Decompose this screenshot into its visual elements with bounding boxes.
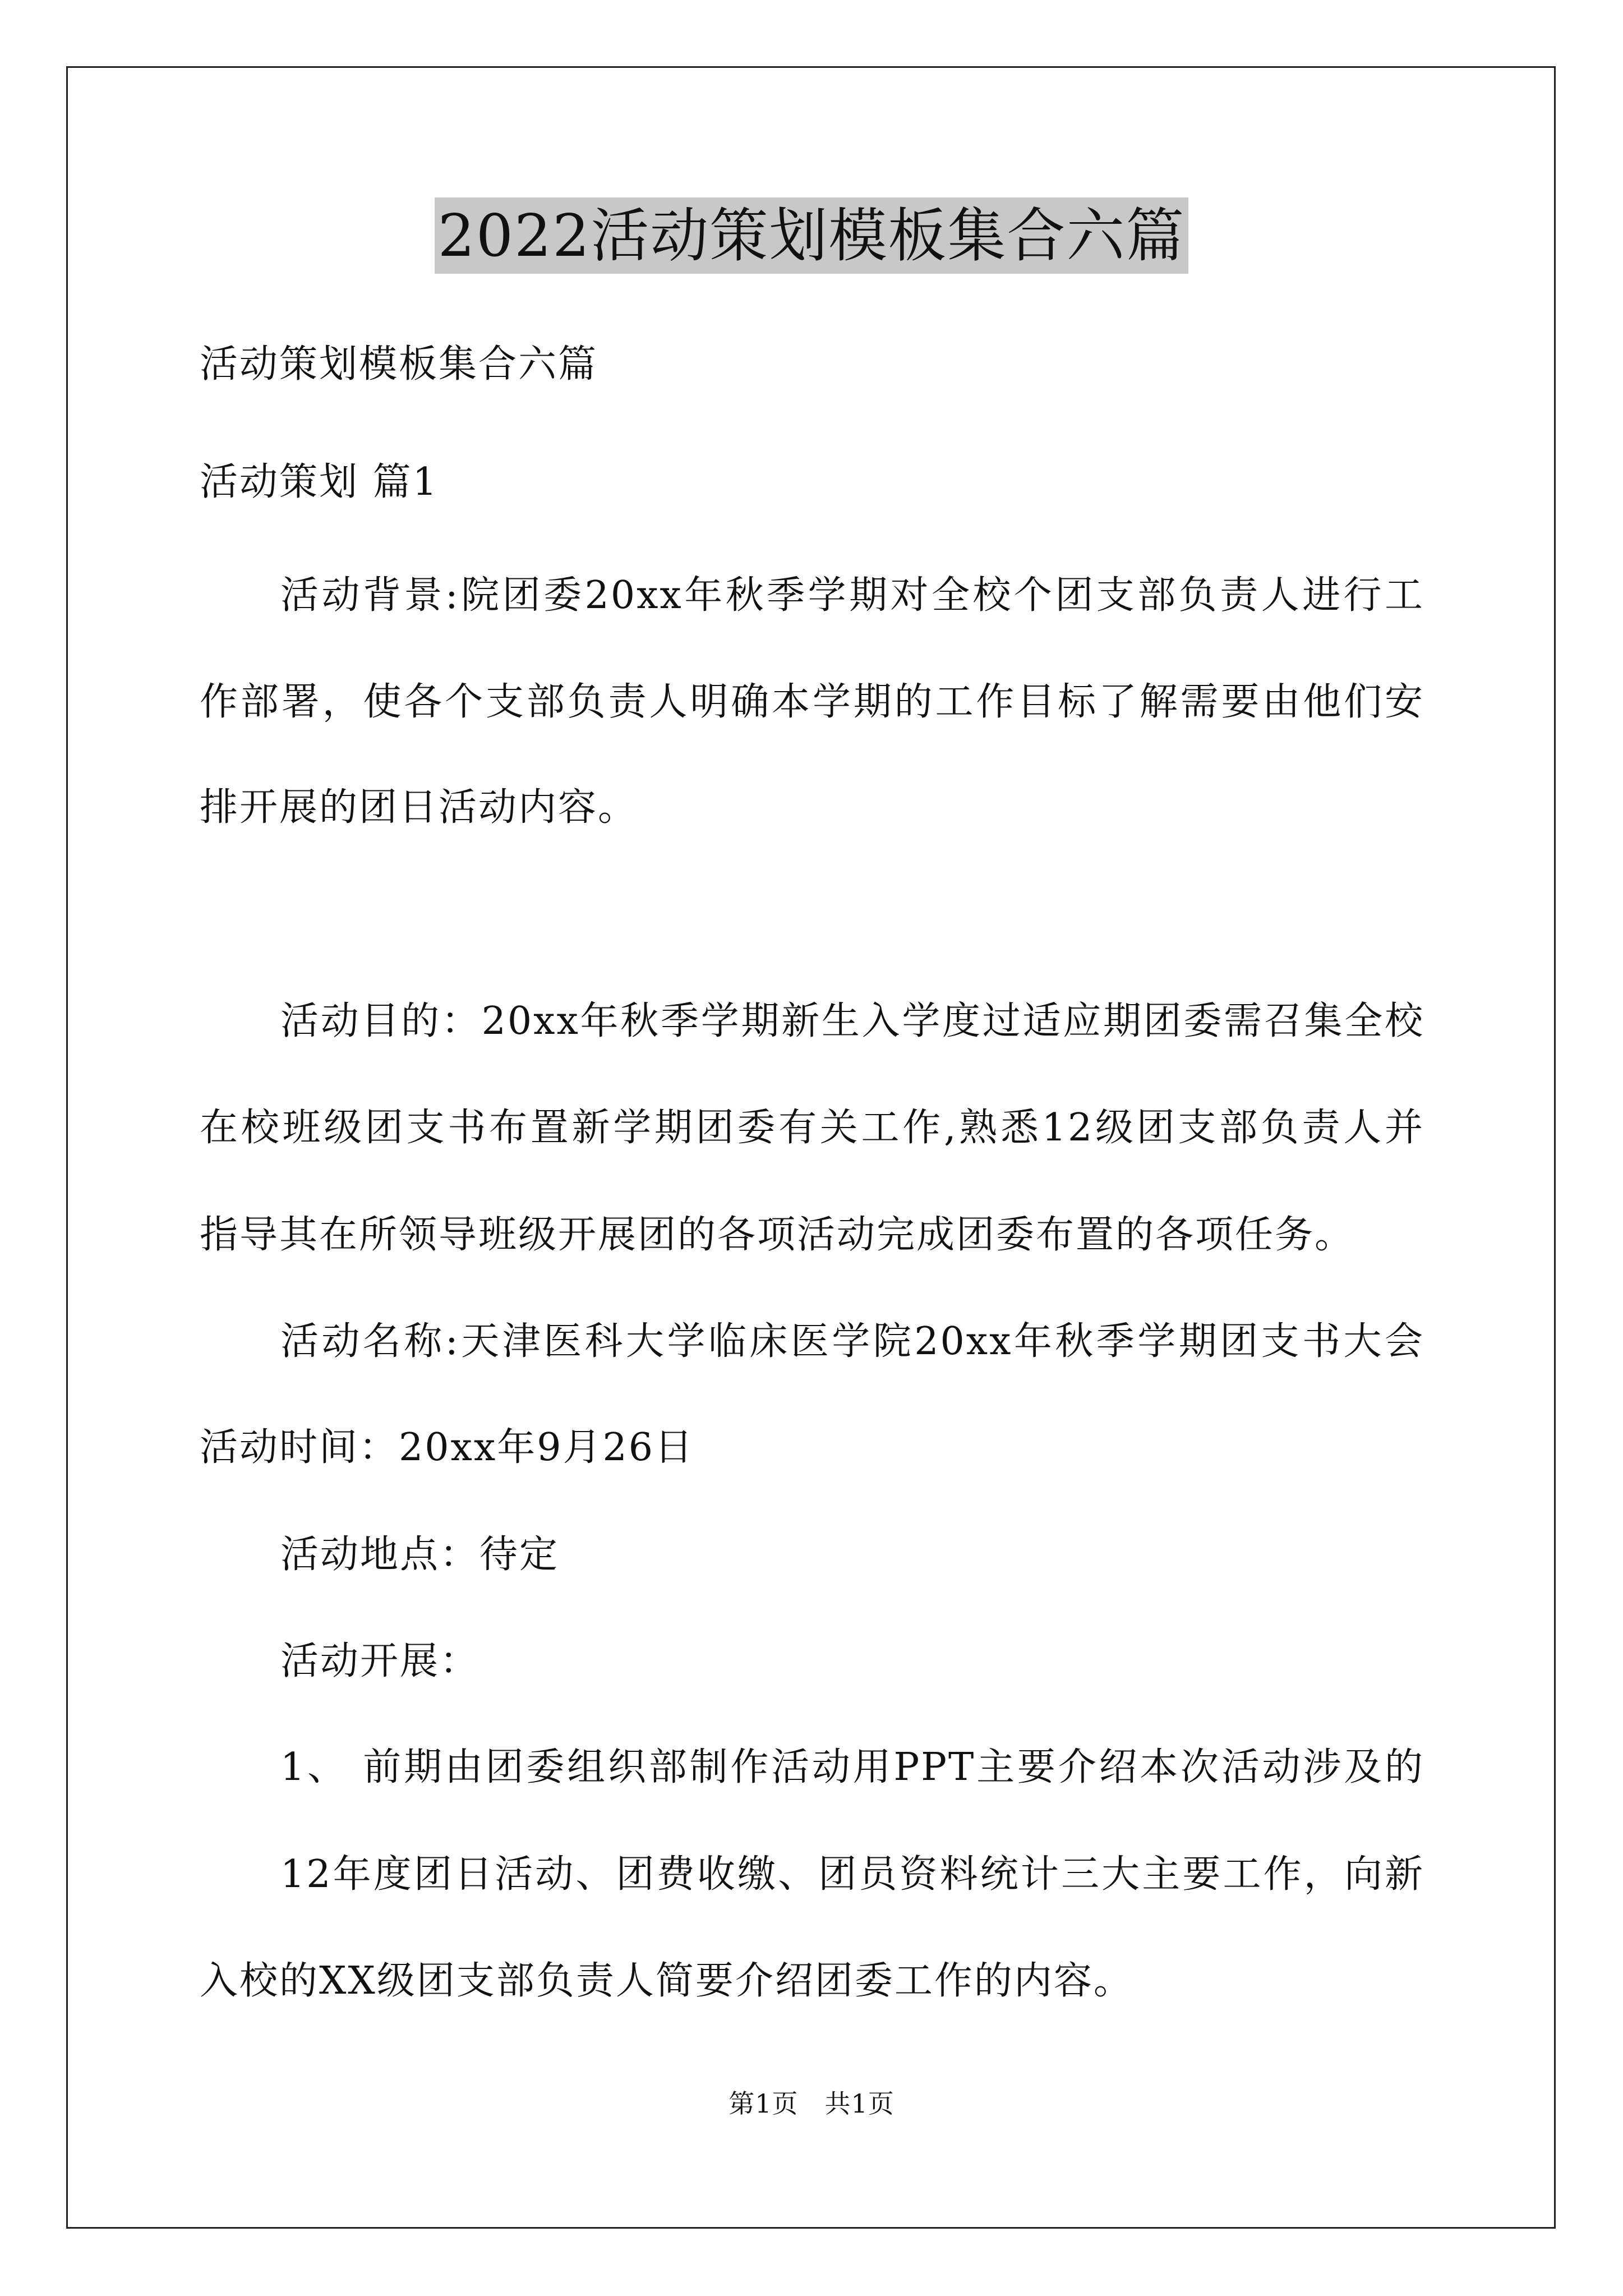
- paragraph-line: 12年度团日活动、团费收缴、团员资料统计三大主要工作，向新: [280, 1852, 1424, 1897]
- title-container: [0, 197, 1623, 274]
- paragraph-line: 入校的XX级团支部负责人简要介绍团委工作的内容。: [200, 1959, 1133, 2003]
- paragraph-line: 排开展的团日活动内容。: [200, 785, 638, 830]
- section-heading: 活动策划 篇1: [200, 460, 439, 504]
- paragraph-line: 活动开展：: [280, 1639, 480, 1683]
- document-title: 2022活动策划模板集合六篇: [435, 197, 1189, 274]
- subtitle-line: 活动策划模板集合六篇: [200, 342, 598, 386]
- paragraph-line: 活动目的：20xx年秋季学期新生入学度过适应期团委需召集全校: [280, 999, 1424, 1043]
- paragraph-line: 1、 前期由团委组织部制作活动用PPT主要介绍本次活动涉及的: [280, 1745, 1424, 1789]
- paragraph-line: 活动地点：待定: [280, 1533, 560, 1577]
- paragraph-line: 活动名称:天津医科大学临床医学院20xx年秋季学期团支书大会: [280, 1319, 1424, 1364]
- paragraph-line: 在校班级团支书布置新学期团委有关工作,熟悉12级团支部负责人并: [200, 1106, 1424, 1150]
- page-footer: 第1页 共1页: [728, 2088, 895, 2119]
- paragraph-line: 作部署，使各个支部负责人明确本学期的工作目标了解需要由他们安: [200, 680, 1424, 724]
- paragraph-line: 指导其在所领导班级开展团的各项活动完成团委布置的各项任务。: [200, 1213, 1355, 1257]
- paragraph-line: 活动背景:院团委20xx年秋季学期对全校个团支部负责人进行工: [280, 573, 1424, 618]
- paragraph-line: 活动时间：20xx年9月26日: [200, 1425, 695, 1470]
